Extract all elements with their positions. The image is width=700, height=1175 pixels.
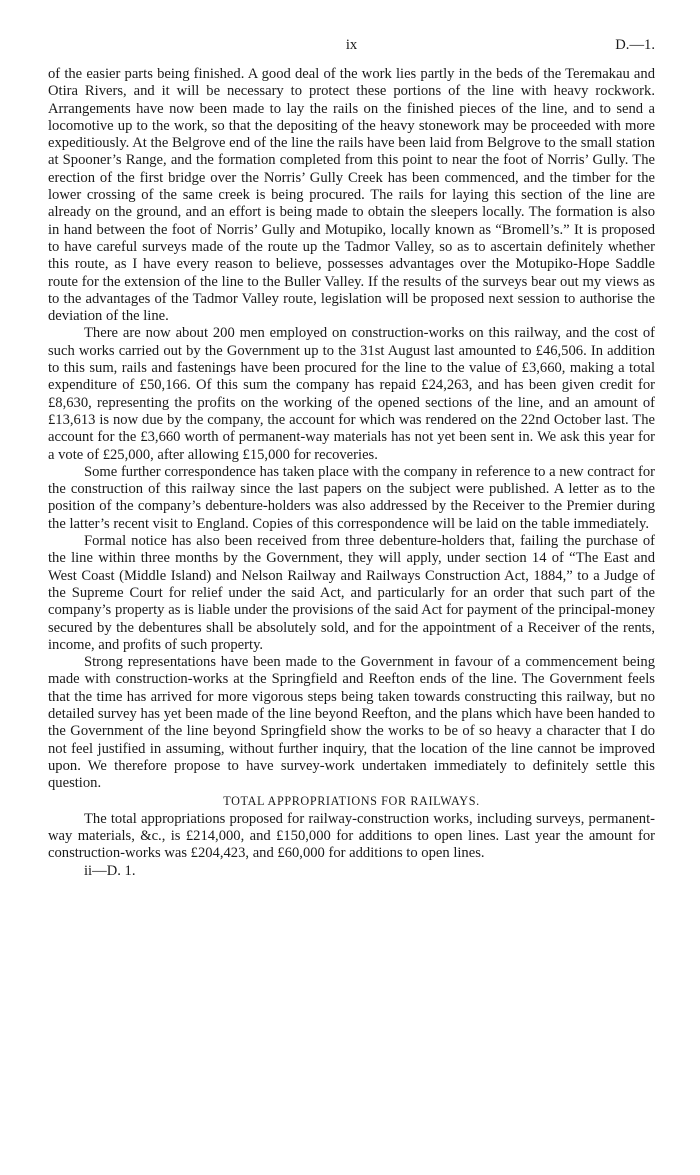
document-reference: D.—1.: [615, 37, 655, 53]
paragraph-construction-cost: There are now about 200 men employed on construction-works on this railway, and the cost of such works carried out by the Government up to the 31st August last amounted to £46,506. In addition to this sum, rails and fastenings have been procured for the line to the value of £3,660, making a total expenditure of £50,166. Of this sum the company has repaid £24,263, and has been given credit for £8,630, representing the profits on the working of the opened sections of the line, and an amount of £13,613 is now due by the company, the account for which was rendered on the 22nd October last. The account for the £3,660 worth of permanent-way materials has not yet been sent in. We ask this year for a vote of £25,000, after allowing £15,000 for recoveries.: [48, 325, 655, 463]
paragraph-debenture-notice: Formal notice has also been received from three debenture-holders that, failing the purchase of the line within three months by the Government, they will apply, under section 14 of “The East and West Coast (Middle Island) and Nelson Railway and Railways Construction Act, 1884,” to a Judge of the Supreme Court for relief under the said Act, and particularly for an order that such part of the company’s property as is liable under the provisions of the said Act for payment of the principal-money secured by the debentures shall be absolutely sold, and for the appointment of a Receiver of the rents, income, and profits of such property.: [48, 533, 655, 653]
page-number: ix: [345, 37, 358, 53]
paragraph-continuation: of the easier parts being finished. A good deal of the work lies partly in the beds of the Teremakau and Otira Rivers, and it will be necessary to protect these portions of the line with heavy rockwork. Arrangements have now been made to lay the rails on the finished pieces of the line, and to send a locomotive up to the work, so that the depositing of the heavy stonework may be proceeded with more expeditiously. At the Belgrove end of the line the rails have been laid from Belgrove to the small station at Spooner’s Range, and the formation completed from this point to near the foot of Norris’ Gully. The erection of the first bridge over the Norris’ Gully Creek has been commenced, and the timber for the lower crossing of the same creek is being procured. The rails for laying this section of the line are already on the ground, and an effort is being made to obtain the sleepers locally. The formation is also in hand between the foot of Norris’ Gully and Motupiko, locally known as “Bromell’s.” It is proposed to have careful surveys made of the route up the Tadmor Valley, so as to ascertain definitely whether this route, as I have every reason to believe, possesses advantages over the Motupiko-Hope Saddle route for the extension of the line to the Buller Valley. If the results of the surveys bear out my views as to the advantages of the Tadmor Valley route, legislation will be proposed next session to authorise the deviation of the line.: [48, 66, 655, 325]
signature-mark: ii—D. 1.: [84, 862, 136, 879]
paragraph-correspondence: Some further correspondence has taken place with the company in reference to a new contract for the construction of this railway since the last papers on the subject were published. A letter as to the position of the company’s debenture-holders was also addressed by the Receiver to the Premier during the latter’s recent visit to England. Copies of this correspondence will be laid on the table immediately.: [48, 463, 655, 532]
body-text: [48, 66, 655, 880]
section-heading: TOTAL APPROPRIATIONS FOR RAILWAYS.: [223, 794, 480, 809]
page-header: [48, 37, 655, 57]
paragraph-representations: Strong representations have been made to the Government in favour of a commencement being made with construction-works at the Springfield and Reefton ends of the line. The Government feels that the time has arrived for more vigorous steps being taken towards constructing this railway, but no detailed survey has yet been made of the line beyond Reefton, and the plans which have been handed to the Government of the line beyond Springfield show the works to be of so heavy a character that I do not feel justified in assuming, without further inquiry, that the location of the line cannot be improved upon. We therefore propose to have survey-work undertaken immediately to definitely settle this question.: [48, 654, 655, 792]
paragraph-appropriations: The total appropriations proposed for railway-construction works, including surveys, permanent-way materials, &c., is £214,000, and £150,000 for additions to open lines. Last year the amount for construction-works was £204,423, and £60,000 for additions to open lines.: [48, 810, 655, 862]
